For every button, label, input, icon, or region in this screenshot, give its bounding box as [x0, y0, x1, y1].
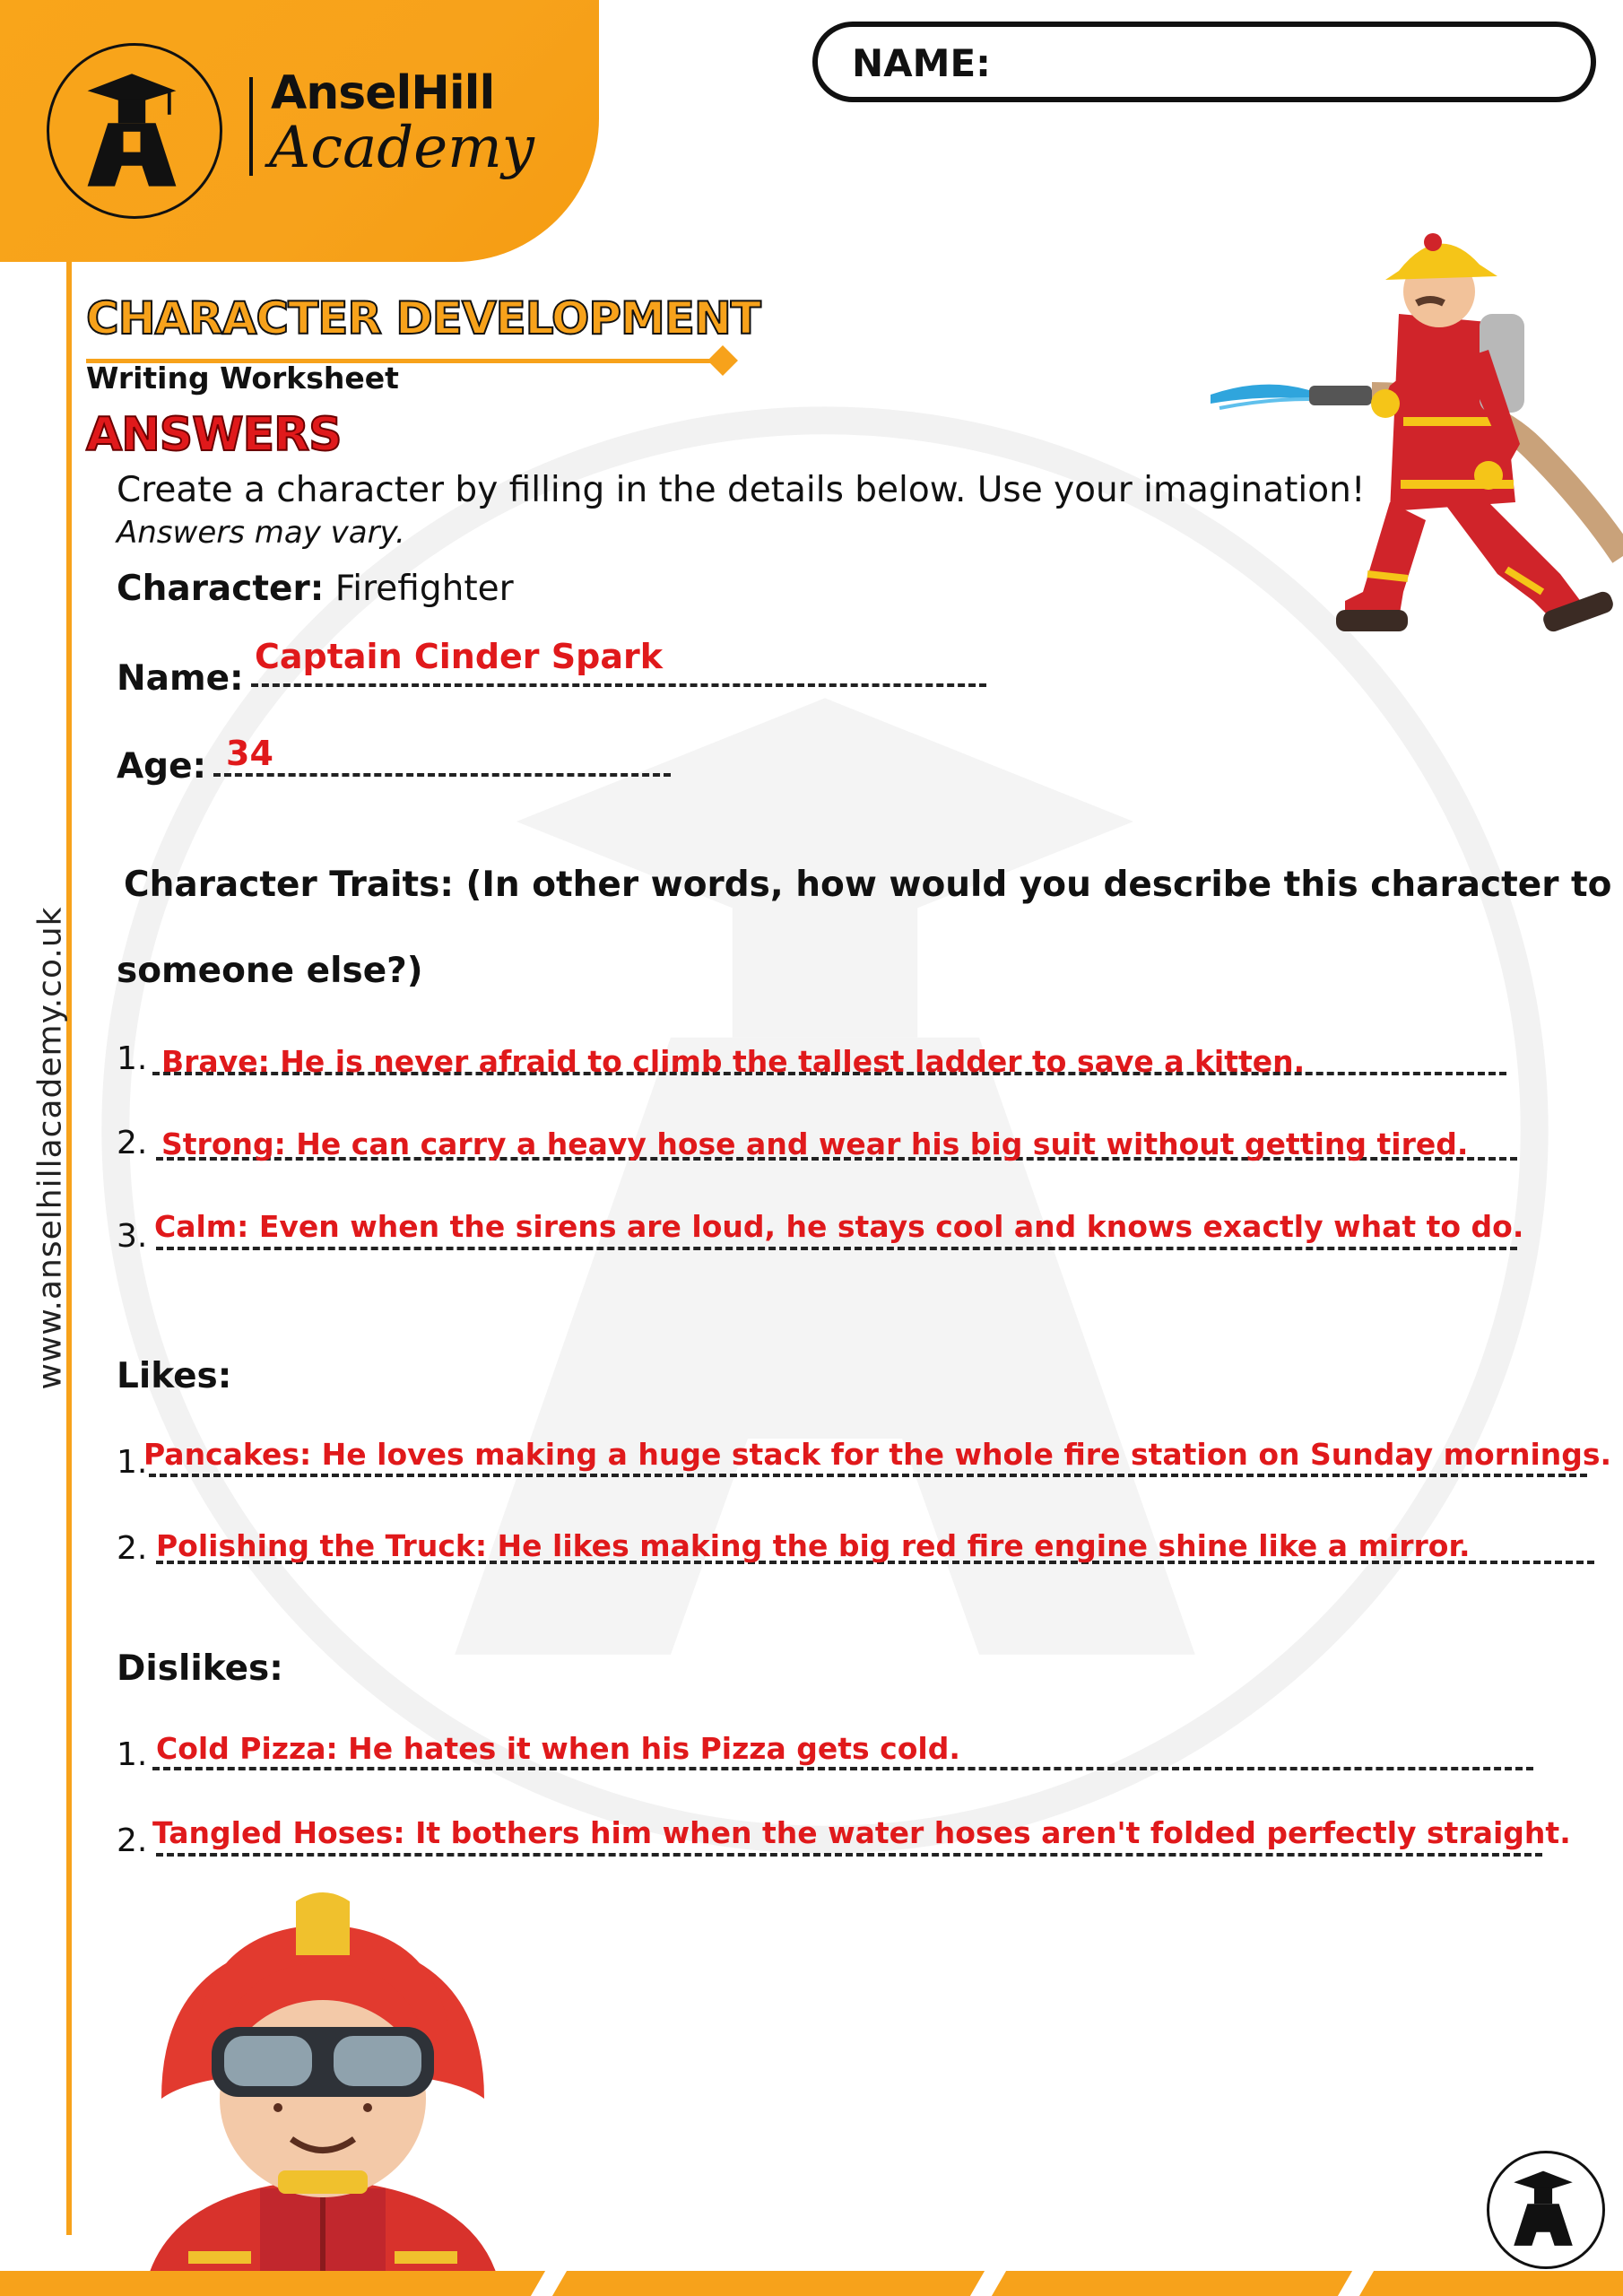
- traits-question-line1: Character Traits: (In other words, how would you describe this character to: [124, 865, 1612, 905]
- traits-question-line2: someone else?): [117, 951, 423, 991]
- age-answer: 34: [226, 734, 273, 773]
- mortarboard-tower-icon: [47, 43, 217, 213]
- student-name-box[interactable]: [812, 22, 1596, 102]
- firefighter-portrait-illustration: [126, 1892, 520, 2296]
- likes-label: Likes:: [117, 1356, 232, 1396]
- dislike-answer-line[interactable]: [156, 1853, 1542, 1857]
- trait-answer: Strong: He can carry a heavy hose and wear his big suit without getting tired.: [161, 1126, 1469, 1161]
- like-number: 2.: [117, 1530, 148, 1567]
- dislikes-label: Dislikes:: [117, 1648, 283, 1689]
- worksheet-title: CHARACTER DEVELOPMENT: [86, 292, 760, 344]
- firefighter-spraying-illustration: [1211, 215, 1623, 664]
- instruction-note: Answers may vary.: [117, 515, 405, 551]
- name-field-label: Name:: [117, 658, 244, 699]
- instruction-text: Create a character by filling in the details below. Use your imagination!: [117, 470, 1366, 510]
- trait-answer-line[interactable]: [156, 1247, 1517, 1250]
- age-field-label: Age:: [117, 746, 207, 787]
- mortarboard-tower-icon: [1487, 2151, 1600, 2264]
- like-answer: Polishing the Truck: He likes making the big red fire engine shine like a mirror.: [156, 1528, 1471, 1563]
- worksheet-subtitle: Writing Worksheet: [86, 361, 399, 396]
- like-answer-line[interactable]: [149, 1474, 1587, 1477]
- character-label: Character:: [117, 569, 325, 609]
- character-value: Firefighter: [334, 569, 514, 609]
- dislike-number: 1.: [117, 1736, 148, 1773]
- like-answer: Pancakes: He loves making a huge stack for the whole fire station on Sunday mornings.: [143, 1437, 1612, 1472]
- trait-number: 2.: [117, 1125, 148, 1161]
- name-box-label: NAME:: [852, 41, 991, 85]
- character-line: [117, 569, 514, 609]
- logo-divider: [249, 77, 253, 176]
- brand-name-line1: AnselHill: [271, 66, 495, 120]
- name-answer-line[interactable]: [251, 683, 986, 687]
- dislike-answer: Cold Pizza: He hates it when his Pizza gets cold.: [156, 1731, 960, 1766]
- academy-emblem: [47, 43, 222, 219]
- dislike-answer: Tangled Hoses: It bothers him when the water hoses aren't folded perfectly straight.: [152, 1815, 1571, 1850]
- trait-answer: Brave: He is never afraid to climb the tallest ladder to save a kitten.: [161, 1044, 1306, 1079]
- bottom-stripe: [0, 2271, 1623, 2296]
- trait-number: 1.: [117, 1040, 148, 1077]
- like-number: 1.: [117, 1444, 148, 1481]
- dislike-answer-line[interactable]: [152, 1767, 1533, 1770]
- trait-answer: Calm: Even when the sirens are loud, he stays cool and knows exactly what to do.: [154, 1209, 1524, 1244]
- brand-name-line2: Academy: [269, 115, 534, 181]
- age-answer-line[interactable]: [213, 773, 671, 777]
- dislike-number: 2.: [117, 1822, 148, 1859]
- trait-number: 3.: [117, 1218, 148, 1255]
- corner-emblem: [1487, 2151, 1605, 2269]
- name-answer: Captain Cinder Spark: [255, 637, 663, 676]
- answers-heading: ANSWERS: [86, 408, 342, 462]
- website-url: www.anselhillacademy.co.uk: [31, 906, 69, 1390]
